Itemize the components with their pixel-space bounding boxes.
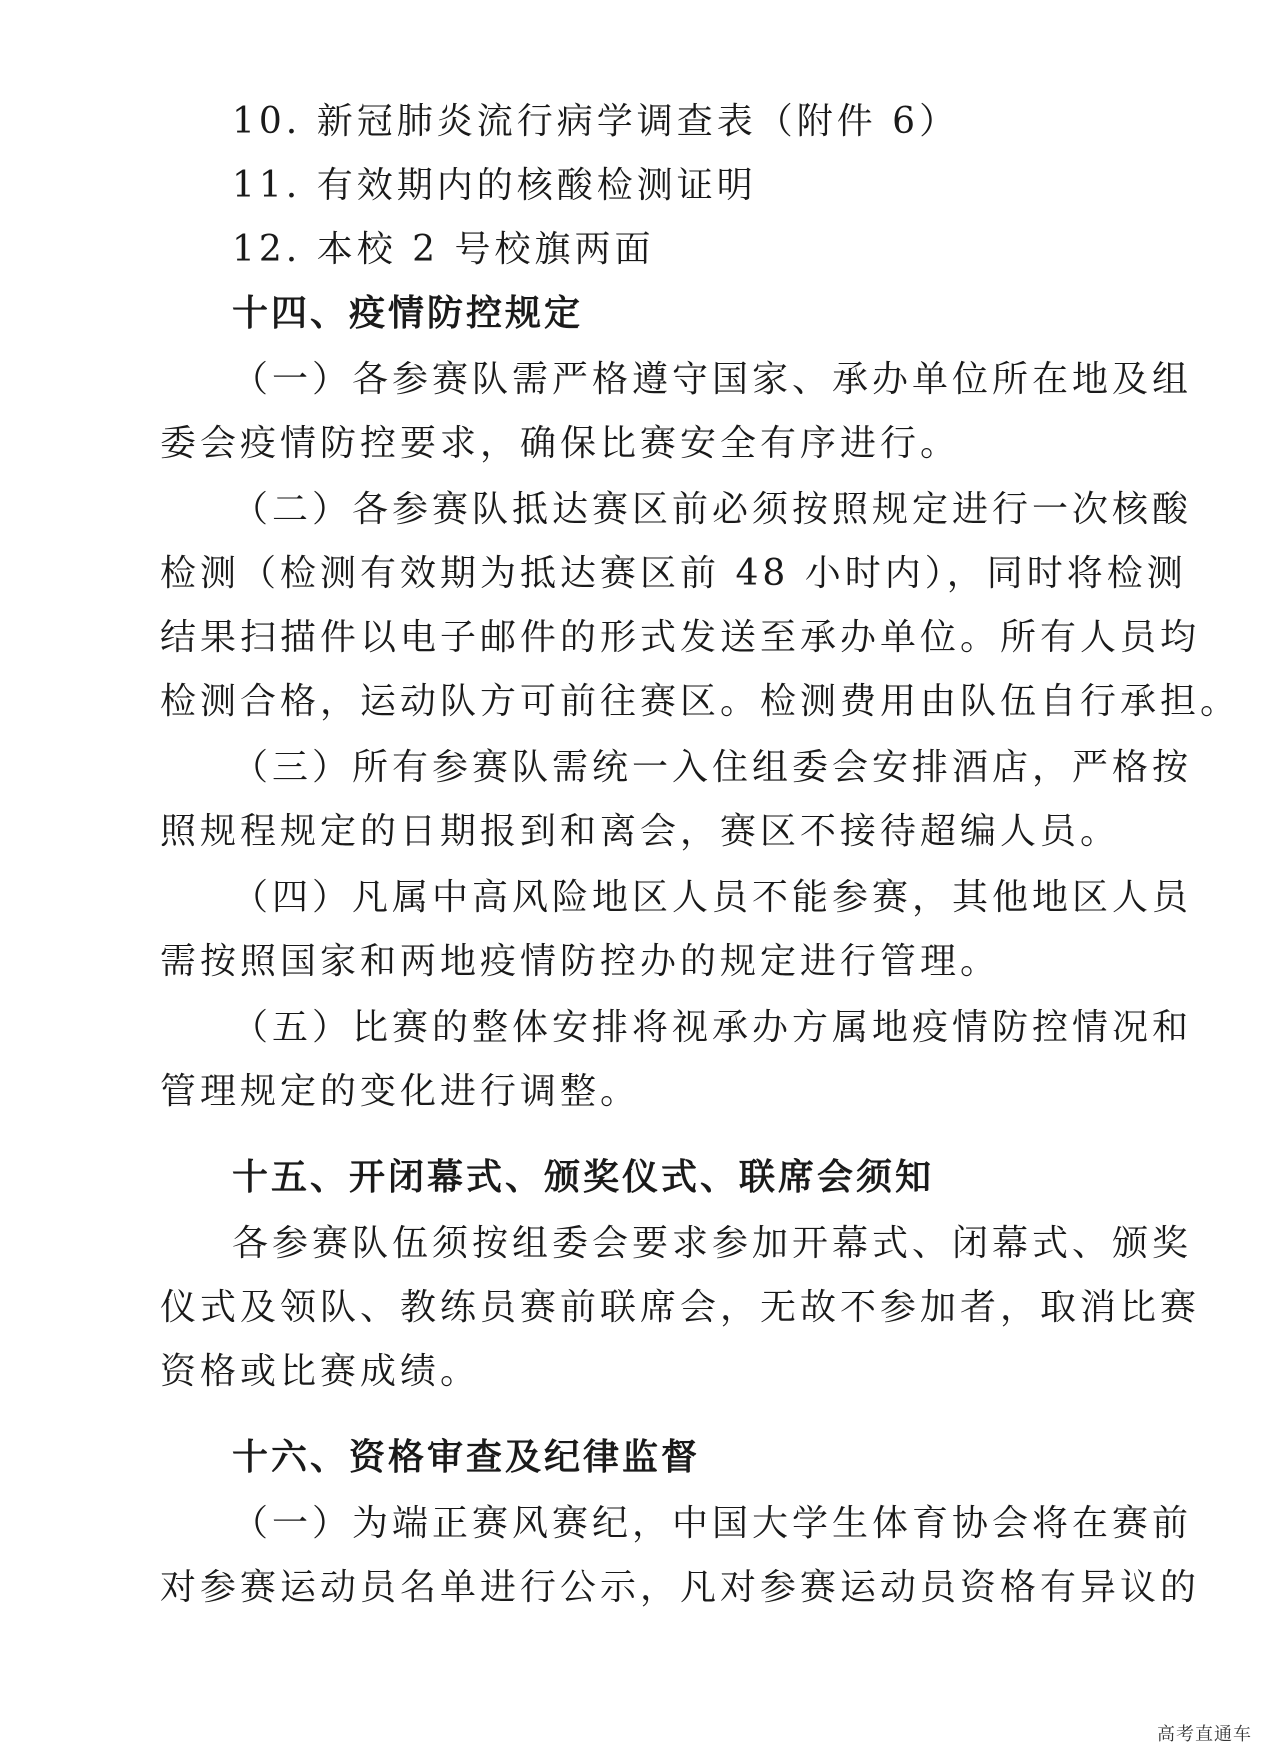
document-page — [160, 90, 1241, 1620]
section-14-paragraph-1 — [160, 348, 1193, 476]
section-16-paragraph — [160, 1492, 1201, 1620]
list-item-number: 10. — [232, 101, 302, 142]
paragraph-line: （一）为端正赛风赛纪，中国大学生体育协会将在赛前 — [232, 1503, 1193, 1544]
list-item-text: 本校 2 号校旗两面 — [316, 229, 655, 270]
list-item-12 — [160, 218, 1120, 282]
section-14-paragraph-4 — [160, 866, 1193, 994]
section-14-paragraph-5 — [160, 996, 1193, 1124]
section-15-paragraph — [160, 1212, 1201, 1404]
section-14-paragraph-3 — [160, 736, 1193, 864]
list-item-number: 12. — [232, 229, 302, 270]
paragraph-line: （二）各参赛队抵达赛区前必须按照规定进行一次核酸 — [232, 489, 1193, 530]
paragraph-line: 检测（检测有效期为抵达赛区前 48 小时内），同时将检测 — [160, 553, 1187, 594]
paragraph-line: 结果扫描件以电子邮件的形式发送至承办单位。所有人员均 — [160, 617, 1201, 658]
paragraph-line: 需按照国家和两地疫情防控办的规定进行管理。 — [160, 941, 1001, 982]
paragraph-line: 仪式及领队、教练员赛前联席会，无故不参加者，取消比赛 — [160, 1287, 1201, 1328]
list-item-number: 11. — [232, 165, 302, 206]
list-item-10 — [160, 90, 1120, 154]
paragraph-line: （四）凡属中高风险地区人员不能参赛，其他地区人员 — [232, 877, 1193, 918]
list-item-11 — [160, 154, 1120, 218]
list-item-text: 有效期内的核酸检测证明 — [316, 165, 757, 206]
paragraph-line: 照规程规定的日期报到和离会，赛区不接待超编人员。 — [160, 811, 1121, 852]
watermark-text: 高考直通车 — [1157, 1724, 1252, 1745]
paragraph-line: （五）比赛的整体安排将视承办方属地疫情防控情况和 — [232, 1007, 1193, 1048]
paragraph-line: （三）所有参赛队需统一入住组委会安排酒店，严格按 — [232, 747, 1193, 788]
list-item-text: 新冠肺炎流行病学调查表（附件 6） — [316, 101, 960, 142]
paragraph-line: 对参赛运动员名单进行公示，凡对参赛运动员资格有异议的 — [160, 1567, 1201, 1608]
paragraph-line: 管理规定的变化进行调整。 — [160, 1071, 641, 1112]
paragraph-line: 资格或比赛成绩。 — [160, 1351, 481, 1392]
section-14-paragraph-2 — [160, 478, 1241, 734]
paragraph-line: 各参赛队伍须按组委会要求参加开幕式、闭幕式、颁奖 — [232, 1223, 1193, 1264]
section-15-heading: 十五、开闭幕式、颁奖仪式、联席会须知 — [232, 1157, 935, 1198]
paragraph-line: 检测合格，运动队方可前往赛区。检测费用由队伍自行承担。 — [160, 681, 1241, 722]
section-14-heading: 十四、疫情防控规定 — [232, 293, 584, 334]
section-16-heading: 十六、资格审查及纪律监督 — [232, 1437, 701, 1478]
paragraph-line: （一）各参赛队需严格遵守国家、承办单位所在地及组 — [232, 359, 1193, 400]
paragraph-line: 委会疫情防控要求，确保比赛安全有序进行。 — [160, 423, 961, 464]
